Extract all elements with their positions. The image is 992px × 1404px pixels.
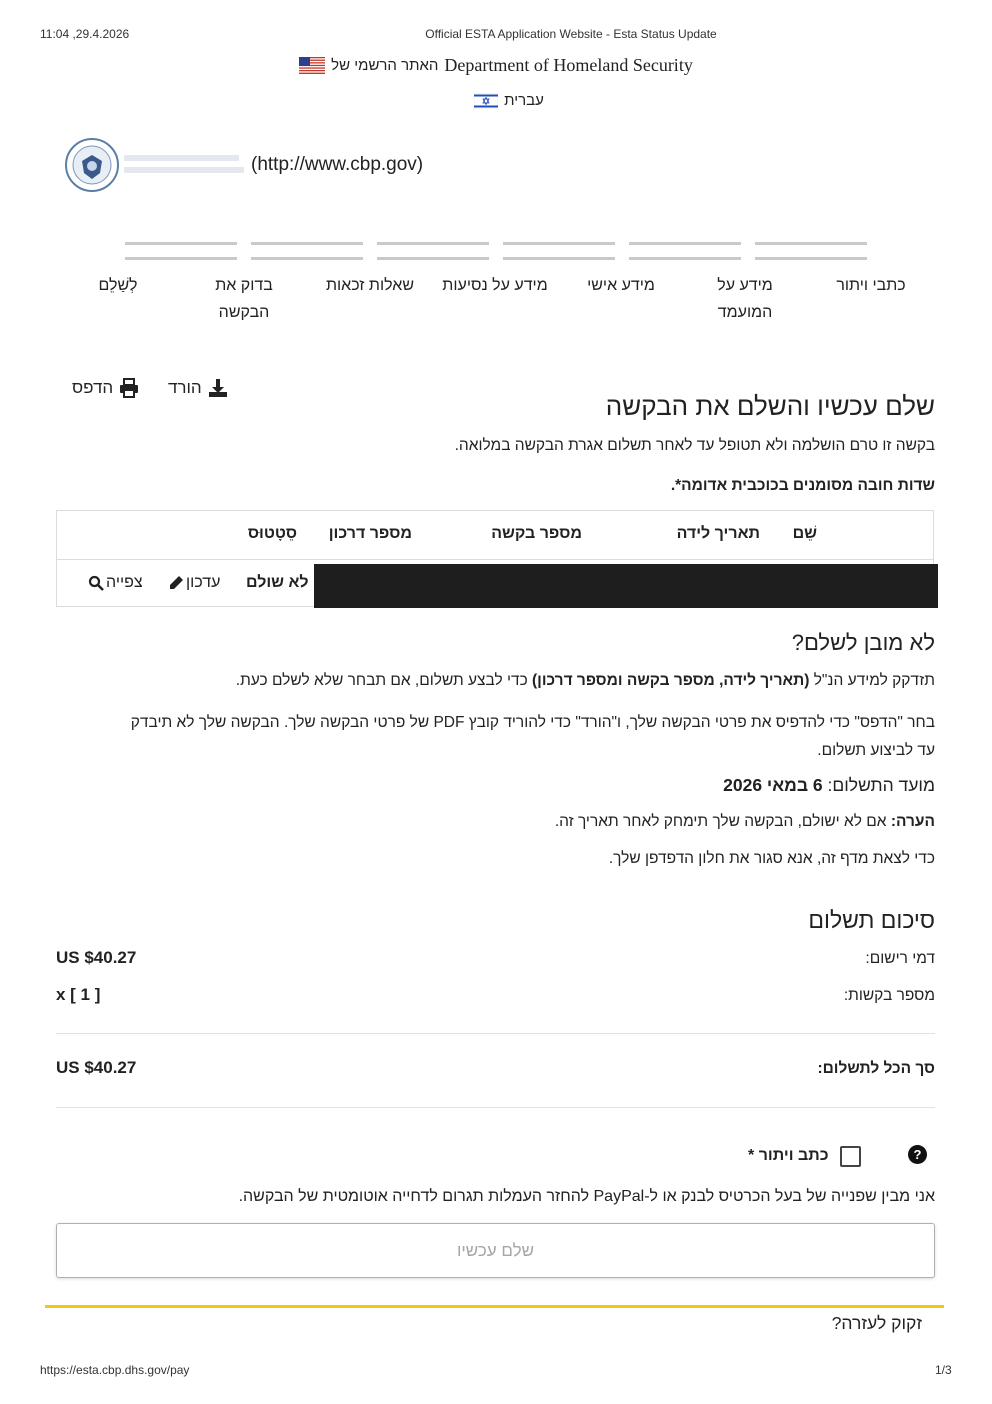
progress-bar-6 — [251, 242, 363, 260]
pencil-icon — [168, 575, 184, 591]
print-label: הדפס — [72, 378, 114, 397]
payment-deadline — [723, 775, 935, 796]
nav-step-personal-info[interactable]: מידע אישי — [587, 277, 655, 294]
help-icon[interactable] — [908, 1145, 927, 1169]
language-label: עברית — [504, 92, 544, 109]
waiver-checkbox[interactable] — [840, 1146, 861, 1167]
nav-step-pay[interactable]: לְשַׁלֵם — [98, 277, 138, 294]
nav-step-eligibility[interactable]: שאלות זכאות — [325, 277, 415, 294]
waiver-label-text: כתב ויתור — [758, 1147, 829, 1164]
deadline-label: מועד התשלום: — [822, 775, 935, 795]
language-selector[interactable] — [0, 92, 992, 109]
cbp-link-text[interactable]: (http://www.cbp.gov) — [251, 154, 424, 175]
unpaid-heading: לא מובן לשלם? — [791, 630, 935, 655]
search-icon — [88, 575, 104, 591]
help-accent-line — [45, 1305, 944, 1308]
intro-text: בקשה זו טרם הושלמה ולא תטופל עד לאחר תשלום אגרת הבקשה במלואה. — [454, 437, 935, 454]
p1-bold: (תאריך לידה, מספר בקשה ומספר דרכון) — [532, 672, 810, 689]
unpaid-paragraph-1 — [236, 672, 935, 690]
dhs-seal-icon — [64, 137, 120, 193]
cbp-wordmark — [124, 151, 249, 179]
total-label: סך הכל לתשלום: — [817, 1060, 935, 1077]
edit-label: עדכון — [186, 574, 221, 591]
unpaid-paragraph-2 — [75, 709, 935, 765]
view-button[interactable] — [88, 574, 143, 592]
nav-step-travel-info[interactable]: מידע על נסיעות — [442, 277, 548, 294]
edit-button[interactable] — [168, 574, 220, 592]
app-count-label: מספר בקשות: — [843, 987, 935, 1004]
progress-bar-5 — [377, 242, 489, 260]
note-label: הערה: — [890, 813, 935, 830]
israel-flag-icon — [474, 93, 498, 109]
p2-line-1: בחר "הדפס" כדי להדפיס את פרטי הבקשה שלך, ו"הורד" כדי להוריד קובץ PDF של פרטי הבקשה שלך. הבקשה שלך לא תיבדק — [130, 714, 935, 731]
total-value: US $40.27 — [56, 1058, 137, 1077]
us-flag-icon — [299, 57, 325, 74]
pay-now-button[interactable]: שלם עכשיו — [56, 1223, 935, 1278]
deadline-value: 6 במאי 2026 — [723, 775, 823, 795]
printer-icon — [119, 378, 139, 398]
progress-bar-7 — [125, 242, 237, 260]
exit-instruction: כדי לצאת מדף זה, אנא סגור את חלון הדפדפן שלך. — [608, 850, 935, 867]
svg-text:?: ? — [913, 1147, 922, 1162]
status-unpaid: לא שולם — [246, 574, 309, 591]
progress-bar-2 — [755, 242, 867, 260]
p2-line-2: עד לביצוע תשלום. — [817, 742, 935, 759]
dhs-name[interactable]: Department of Homeland Security — [444, 55, 693, 75]
download-button[interactable] — [168, 378, 228, 398]
col-app-number: מספר בקשה — [491, 525, 582, 542]
col-status: סֵטָטוּס — [247, 525, 297, 542]
summary-divider-2 — [56, 1107, 935, 1108]
waiver-label — [748, 1147, 829, 1165]
nav-step-review[interactable]: בדוק את הבקשה — [215, 277, 273, 321]
col-passport: מספר דרכון — [328, 525, 412, 542]
redacted-row-data — [314, 564, 938, 608]
p1-part-c: כדי לבצע תשלום, אם תבחר שלא לשלם כעת. — [235, 672, 533, 689]
page-title: שלם עכשיו והשלם את הבקשה — [605, 391, 935, 421]
print-button[interactable] — [72, 378, 139, 398]
required-note: שדות חובה מסומנים בכוכבית אדומה*. — [670, 477, 935, 494]
col-name: שֵׁם — [792, 525, 817, 542]
table-header-divider — [56, 559, 934, 560]
dhs-banner — [0, 55, 992, 76]
cbp-logo-link[interactable] — [64, 137, 423, 193]
print-page-number: 1/3 — [935, 1363, 952, 1377]
summary-divider-1 — [56, 1033, 935, 1034]
deletion-note — [555, 813, 935, 831]
p1-part-a: תזדקק למידע הנ"ל — [809, 672, 935, 689]
official-site-text: האתר הרשמי של — [331, 57, 439, 74]
progress-bar-4 — [503, 242, 615, 260]
download-label: הורד — [168, 378, 202, 397]
print-datetime: 11:04 ,29.4.2026 — [40, 27, 130, 41]
progress-bar-3 — [629, 242, 741, 260]
print-url: https://esta.cbp.dhs.gov/pay — [40, 1363, 190, 1377]
nav-step-applicant-info[interactable]: מידע על המועמד — [717, 277, 773, 321]
note-text: אם לא ישולם, הבקשה שלך תימחק לאחר תאריך זה. — [554, 813, 891, 830]
required-star: * — [748, 1147, 755, 1164]
nav-step-waivers[interactable]: כתבי ויתור — [836, 277, 906, 294]
help-link[interactable]: זקוק לעזרה? — [831, 1313, 922, 1333]
view-label: צפייה — [106, 574, 143, 591]
waiver-text: אני מבין שפנייה של בעל הכרטיס לבנק או ל-PayPal להחזר העמלות תגרום לדחייה אוטומטית של הבקשה. — [238, 1188, 935, 1205]
summary-heading: סיכום תשלום — [808, 907, 935, 933]
print-title: Official ESTA Application Website - Esta Status Update — [425, 27, 717, 41]
app-count-value: x [ 1 ] — [56, 985, 101, 1004]
fee-label: דמי רישום: — [865, 950, 935, 967]
download-icon — [208, 378, 228, 398]
col-dob: תאריך לידה — [676, 525, 760, 542]
fee-value: US $40.27 — [56, 948, 137, 967]
